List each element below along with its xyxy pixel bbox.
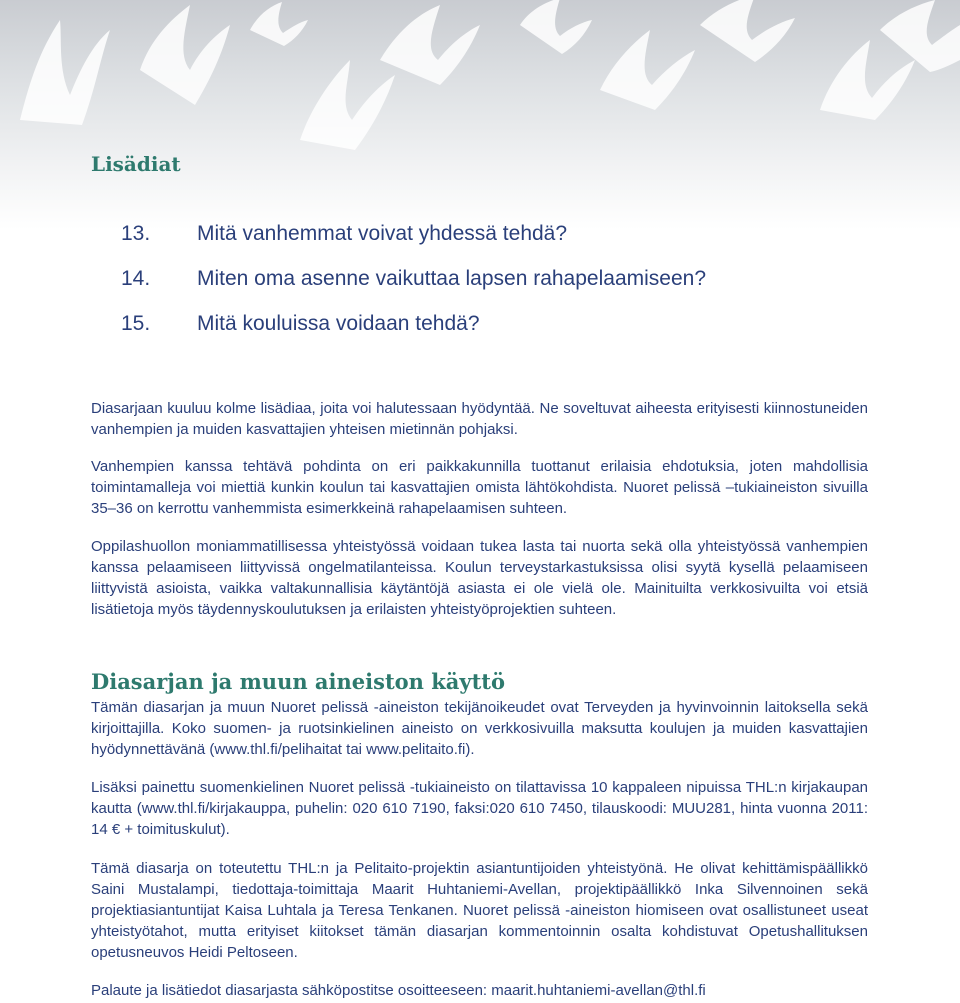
feedback-paragraph: Palaute ja lisätiedot diasarjasta sähköpostitse osoitteeseen: maarit.huhtaniemi-avellan@thl.fi — [91, 982, 706, 999]
student-welfare-paragraph: Oppilashuollon moniammatillisessa yhteistyössä voidaan tukea lasta tai nuorta sekä olla yhteistyössä vanhempien kanssa pelaamiseen liittyvissä ongelmatilanteissa. Koulun terveystarkastuksissa olisi syytä kysellä pelaamiseen liittyvistä asioista, vaikka valtakunnallisia käytäntöjä asiasta ei ole vielä ole. Mainituilta verkkosivuilta voi etsiä lisätietoja myös täydennyskoulutuksen ja erilaisten yhteistyöprojektien suhteen. — [91, 538, 868, 618]
hand-figures-illustration — [0, 0, 960, 230]
intro-paragraph: Diasarjaan kuuluu kolme lisädiaa, joita voi halutessaan hyödyntää. Ne soveltuvat aiheesta erityisesti kiinnostuneiden vanhempien ja muiden kasvattajien yhteisen mietinnän pohjaksi. — [91, 400, 868, 438]
topic-list — [121, 222, 706, 357]
list-item — [121, 222, 706, 267]
usage-heading: Diasarjan ja muun aineiston käyttö — [91, 669, 505, 694]
credits-paragraph: Tämä diasarja on toteutettu THL:n ja Pelitaito-projektin asiantuntijoiden yhteistyönä. He olivat kehittämispäällikkö Saini Mustalampi, tiedottaja-toimittaja Maarit Huhtaniemi-Avellan, projektipäällikkö Inka Silvennoinen sekä projektiasiantuntijat Kaisa Luhtala ja Teresa Tenkanen. Nuoret pelissä -aineiston hiomiseen ovat osallistuneet useat yhteistyötahot, mutta erityiset kiitokset tämän diasarjan kommentoinnin osalta kohdistuvat Opetushallituksen opetusneuvos Heidi Peltoseen. — [91, 860, 868, 961]
list-item — [121, 267, 706, 312]
topic-text: Mitä vanhemmat voivat yhdessä tehdä? — [197, 222, 568, 245]
topic-text: Miten oma asenne vaikuttaa lapsen rahapelaamiseen? — [197, 267, 706, 290]
topic-number: 15. — [121, 312, 151, 335]
decorative-header-band — [0, 0, 960, 230]
topic-number: 14. — [121, 267, 151, 290]
ordering-paragraph: Lisäksi painettu suomenkielinen Nuoret pelissä -tukiaineisto on tilattavissa 10 kappaleen nipuissa THL:n kirjakaupan kautta (www.thl.fi/kirjakauppa, puhelin: 020 610 7190, faksi:020 610 7450, tilauskoodi: MUU281, hinta vuonna 2011: 14 € + toimituskulut). — [91, 779, 868, 838]
topic-number: 13. — [121, 222, 151, 245]
parents-discussion-paragraph: Vanhempien kanssa tehtävä pohdinta on eri paikkakunnilla tuottanut erilaisia ehdotuksia, joten mahdollisia toimintamalleja voi miettiä kunkin koulun tai kasvattajien omista lähtökohdista. Nuoret pelissä –tukiaineiston sivuilla 35–36 on kerrottu vanhemmista esimerkkeinä rahapelaamisen suhteen. — [91, 458, 868, 517]
list-item — [121, 312, 706, 357]
topic-text: Mitä kouluissa voidaan tehdä? — [197, 312, 480, 335]
additional-slides-heading: Lisädiat — [91, 152, 181, 176]
copyright-paragraph: Tämän diasarjan ja muun Nuoret pelissä -aineiston tekijänoikeudet ovat Terveyden ja hyvinvoinnin laitoksella sekä kirjoittajilla. Koko suomen- ja ruotsinkielinen aineisto on verkkosivuilla maksutta koulujen ja muiden kasvattajien hyödynnettävänä (www.thl.fi/pelihaitat tai www.pelitaito.fi). — [91, 699, 868, 758]
